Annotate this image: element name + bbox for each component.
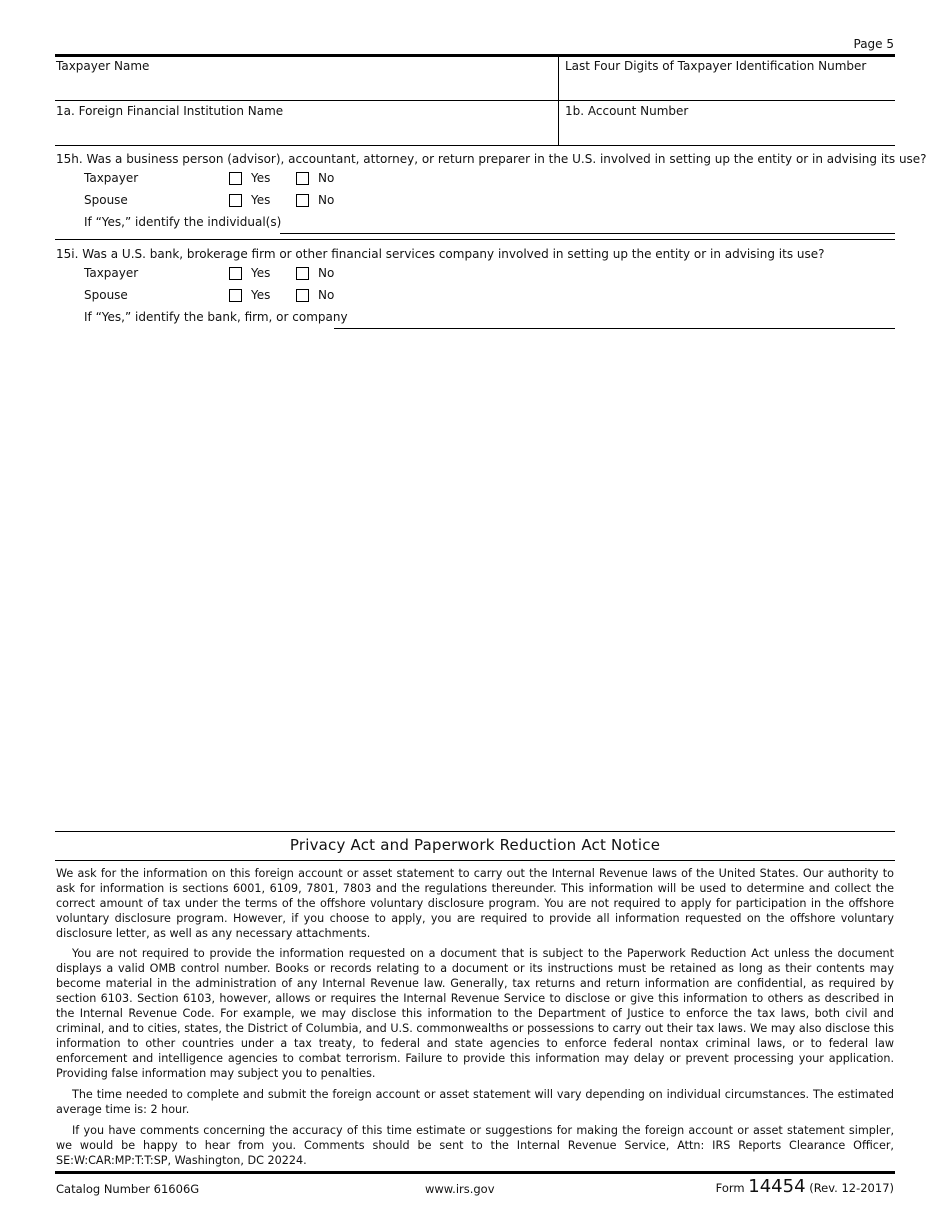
- q15h-spouse-label: Spouse: [84, 193, 128, 207]
- footer-rule: [55, 1171, 895, 1174]
- q15i-spouse-no-checkbox[interactable]: [296, 289, 309, 302]
- q15h-identify-underline: [280, 233, 895, 234]
- q15i-spouse-yes-label: Yes: [251, 288, 271, 302]
- notice-paragraph-3: The time needed to complete and submit the foreign account or asset statement will vary depending on individual circumstances. The estimated average time is: 2 hour.: [56, 1088, 894, 1116]
- q15h-taxpayer-yes-checkbox[interactable]: [229, 172, 242, 185]
- form-prefix: Form: [715, 1181, 745, 1195]
- q15h-spouse-yes-checkbox[interactable]: [229, 194, 242, 207]
- notice-paragraph-2: You are not required to provide the information requested on a document that is subject to the Paperwork Reduction Act unless the document displays a valid OMB control number. Books or records relating to a document or its instructions must be retained as long as their contents may become material in the administration of any Internal Revenue law. Generally, tax returns and return information are confidential, as required by section 6103. Section 6103, however, allows or requires the Internal Revenue Service to disclose or give this information to others as described in the Internal Revenue Code. For example, we may disclose this information to the Department of Justice to enforce the tax laws, both civil and criminal, and to cities, states, the District of Columbia, and U.S. commonwealths or possessions to carry out their tax laws. We may also disclose this information to other countries under a tax treaty, to federal and state agencies to enforce federal nontax criminal laws, or to federal law enforcement and intelligence agencies to combat terrorism. Failure to provide this information may delay or prevent processing your application. Providing false information may subject you to penalties.: [56, 947, 894, 1080]
- tin-field[interactable]: [565, 76, 891, 98]
- website-link[interactable]: www.irs.gov: [425, 1182, 495, 1196]
- institution-name-label: 1a. Foreign Financial Institution Name: [56, 104, 284, 118]
- taxpayer-name-label: Taxpayer Name: [56, 59, 150, 73]
- q15i-spouse-label: Spouse: [84, 288, 128, 302]
- institution-name-field[interactable]: [56, 121, 554, 143]
- question-15h: 15h. Was a business person (advisor), accountant, attorney, or return preparer in the U.S. involved in setting up the entity or in advising its use?: [56, 152, 927, 166]
- notice-title-rule: [55, 860, 895, 861]
- account-number-field[interactable]: [565, 121, 891, 143]
- q15h-spouse-no-checkbox[interactable]: [296, 194, 309, 207]
- q15h-taxpayer-no-label: No: [318, 171, 335, 185]
- notice-paragraph-4: If you have comments concerning the accuracy of this time estimate or suggestions for making the foreign account or asset statement simpler, we would be happy to hear from you. Comments should be sent to the Internal Revenue Service, Attn: IRS Reports Clearance Officer, SE:W:CAR:MP:T:T:SP, Washington, DC 20224.: [56, 1124, 894, 1167]
- notice-top-rule: [55, 831, 895, 832]
- q15h-spouse-no-label: No: [318, 193, 335, 207]
- notice-paragraph-1: We ask for the information on this foreign account or asset statement to carry out the Internal Revenue laws of the United States. Our authority to ask for information is sections 6001, 6109, 7801, 7803 and the regulations thereunder. This information will be used to determine and collect the correct amount of tax under the terms of the offshore voluntary disclosure program. You are not required to apply for participation in the offshore voluntary disclosure program. However, if you choose to apply, you are required to provide all information requested on the offshore voluntary disclosure letter, as well as any necessary attachments.: [56, 867, 894, 940]
- section-divider: [55, 239, 895, 240]
- notice-title: Privacy Act and Paperwork Reduction Act Notice: [289, 836, 661, 854]
- header-column-divider: [558, 57, 559, 146]
- q15i-taxpayer-yes-checkbox[interactable]: [229, 267, 242, 280]
- q15i-identify-label: If “Yes,” identify the bank, firm, or company: [84, 310, 348, 324]
- account-number-label: 1b. Account Number: [565, 104, 689, 118]
- page-number: Page 5: [853, 37, 894, 51]
- q15i-taxpayer-no-label: No: [318, 266, 335, 280]
- form-identifier: [716, 1176, 894, 1197]
- q15h-identify-field[interactable]: [282, 212, 892, 232]
- q15i-taxpayer-no-checkbox[interactable]: [296, 267, 309, 280]
- question-15i: 15i. Was a U.S. bank, brokerage firm or other financial services company involved in setting up the entity or in advising its use?: [56, 247, 825, 261]
- q15i-spouse-yes-checkbox[interactable]: [229, 289, 242, 302]
- top-rule: [55, 54, 895, 57]
- tin-label: Last Four Digits of Taxpayer Identification Number: [565, 59, 867, 73]
- q15i-identify-underline: [334, 328, 895, 329]
- form-number: 14454: [748, 1176, 806, 1197]
- form-revision: (Rev. 12-2017): [809, 1181, 894, 1195]
- taxpayer-name-field[interactable]: [56, 76, 554, 98]
- q15h-taxpayer-label: Taxpayer: [84, 171, 139, 185]
- q15i-identify-field[interactable]: [336, 307, 892, 327]
- q15i-spouse-no-label: No: [318, 288, 335, 302]
- q15i-taxpayer-label: Taxpayer: [84, 266, 139, 280]
- q15h-identify-label: If “Yes,” identify the individual(s): [84, 215, 282, 229]
- header-row-divider: [55, 100, 895, 101]
- catalog-number: Catalog Number 61606G: [56, 1182, 200, 1196]
- header-bottom-rule: [55, 145, 895, 146]
- q15i-taxpayer-yes-label: Yes: [251, 266, 271, 280]
- q15h-spouse-yes-label: Yes: [251, 193, 271, 207]
- q15h-taxpayer-no-checkbox[interactable]: [296, 172, 309, 185]
- q15h-taxpayer-yes-label: Yes: [251, 171, 271, 185]
